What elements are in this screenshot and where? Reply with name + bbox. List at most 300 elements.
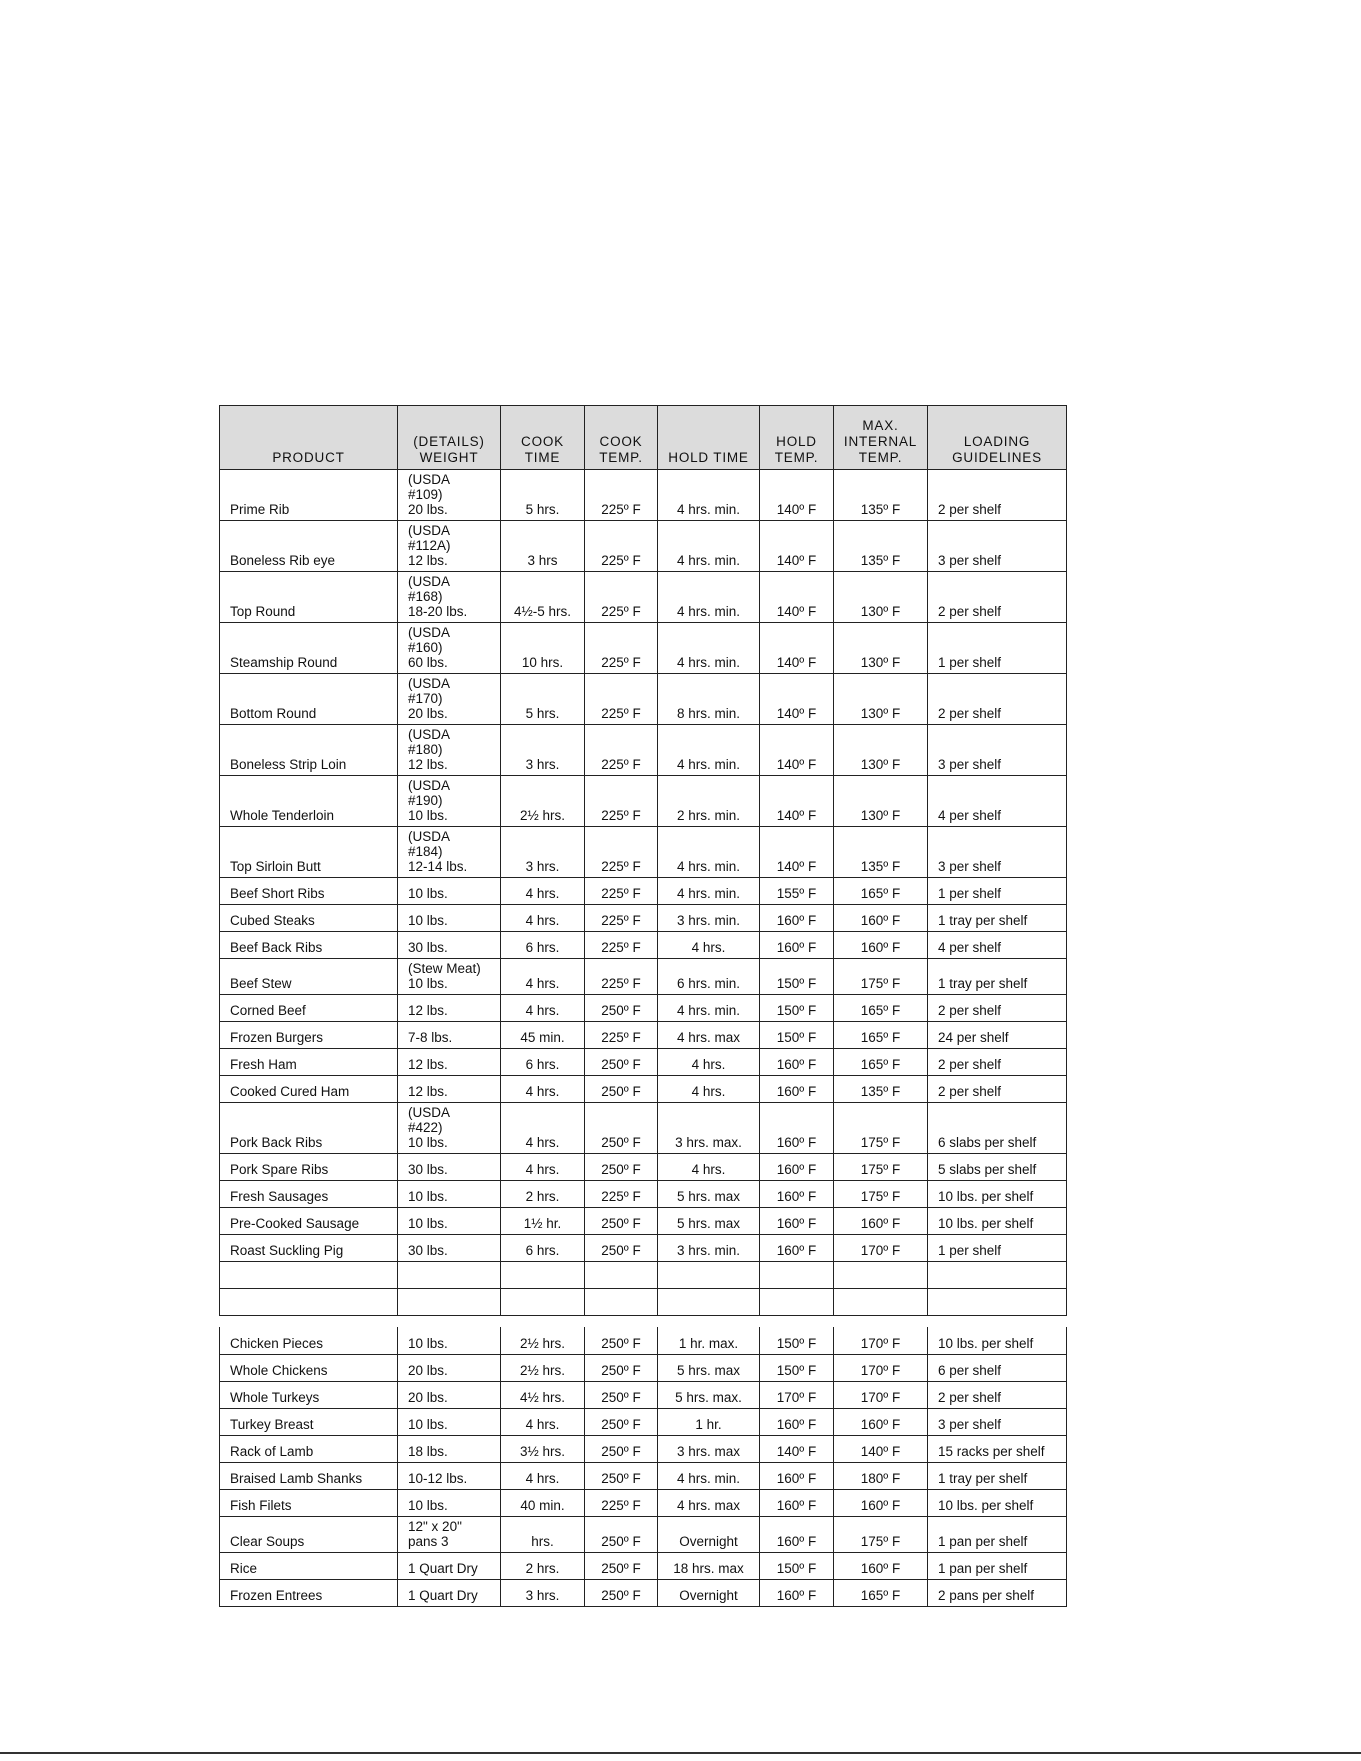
cell-weight: 10 lbs. <box>398 1181 501 1208</box>
cell-loading: 15 racks per shelf <box>928 1435 1067 1462</box>
table-row <box>220 470 1067 521</box>
table-row <box>220 1181 1067 1208</box>
cell-max-internal: 135º F <box>834 470 928 521</box>
cell-hold-temp: 140º F <box>760 521 834 572</box>
cell-weight: 10 lbs. <box>398 1327 501 1354</box>
cell-max-internal: 165º F <box>834 1022 928 1049</box>
cell-cook-temp: 250º F <box>585 1154 658 1181</box>
cell-cook-temp: 225º F <box>585 878 658 905</box>
cell-hold-temp: 160º F <box>760 1208 834 1235</box>
cell-max-internal: 160º F <box>834 1408 928 1435</box>
cell-hold-temp: 140º F <box>760 470 834 521</box>
cell-max-internal: 130º F <box>834 776 928 827</box>
cell-weight: (Stew Meat) 10 lbs. <box>398 959 501 995</box>
cell-product: Steamship Round <box>220 623 398 674</box>
cell-product: Fish Filets <box>220 1489 398 1516</box>
table-body-poultry-other <box>220 1327 1067 1606</box>
cell-product: Pork Spare Ribs <box>220 1154 398 1181</box>
cell-loading: 3 per shelf <box>928 521 1067 572</box>
cell-product: Beef Short Ribs <box>220 878 398 905</box>
cell-hold-time: 4 hrs. <box>658 1049 760 1076</box>
cell-loading: 1 tray per shelf <box>928 959 1067 995</box>
table-row <box>220 1049 1067 1076</box>
cell-product: Prime Rib <box>220 470 398 521</box>
cell-loading: 1 tray per shelf <box>928 905 1067 932</box>
table-row <box>220 1208 1067 1235</box>
cell-cook-temp: 225º F <box>585 572 658 623</box>
cell-loading: 1 tray per shelf <box>928 1462 1067 1489</box>
cell-loading <box>928 1262 1067 1289</box>
cell-weight: (USDA #184) 12-14 lbs. <box>398 827 501 878</box>
cell-loading: 6 slabs per shelf <box>928 1103 1067 1154</box>
table-row <box>220 1022 1067 1049</box>
cell-max-internal: 160º F <box>834 1489 928 1516</box>
cell-product: Chicken Pieces <box>220 1327 398 1354</box>
cell-hold-time: 4 hrs. min. <box>658 470 760 521</box>
table-row <box>220 932 1067 959</box>
cell-weight: 18 lbs. <box>398 1435 501 1462</box>
cell-hold-time: 5 hrs. max. <box>658 1381 760 1408</box>
cell-cook-time: 6 hrs. <box>501 1235 585 1262</box>
cell-cook-temp: 250º F <box>585 995 658 1022</box>
table-row <box>220 1579 1067 1606</box>
cell-hold-time: 6 hrs. min. <box>658 959 760 995</box>
cell-cook-time: 4 hrs. <box>501 1154 585 1181</box>
table-row <box>220 1076 1067 1103</box>
cell-loading: 3 per shelf <box>928 827 1067 878</box>
cell-hold-temp: 160º F <box>760 1076 834 1103</box>
cell-cook-temp <box>585 1262 658 1289</box>
cell-loading: 6 per shelf <box>928 1354 1067 1381</box>
table-body-meats <box>220 470 1067 1316</box>
cell-max-internal: 165º F <box>834 878 928 905</box>
cell-hold-time: 4 hrs. max <box>658 1489 760 1516</box>
cell-hold-time: 3 hrs. max. <box>658 1103 760 1154</box>
cell-cook-temp: 250º F <box>585 1327 658 1354</box>
cell-product: Whole Turkeys <box>220 1381 398 1408</box>
empty-table-row <box>220 1262 1067 1289</box>
cell-cook-time: 4½ hrs. <box>501 1381 585 1408</box>
cell-weight: 12 lbs. <box>398 1049 501 1076</box>
cell-cook-temp: 225º F <box>585 1022 658 1049</box>
cell-max-internal: 160º F <box>834 1208 928 1235</box>
cell-max-internal: 160º F <box>834 905 928 932</box>
table-row <box>220 1435 1067 1462</box>
cell-product: Braised Lamb Shanks <box>220 1462 398 1489</box>
cell-cook-temp: 250º F <box>585 1235 658 1262</box>
cell-cook-time: 2½ hrs. <box>501 1327 585 1354</box>
cell-weight: 12 lbs. <box>398 1076 501 1103</box>
cell-cook-temp: 250º F <box>585 1354 658 1381</box>
table-row <box>220 827 1067 878</box>
cell-product: Corned Beef <box>220 995 398 1022</box>
cell-hold-time: 4 hrs. min. <box>658 725 760 776</box>
table-row <box>220 674 1067 725</box>
cell-loading <box>928 1289 1067 1316</box>
cell-hold-time: 3 hrs. min. <box>658 1235 760 1262</box>
cell-hold-temp: 150º F <box>760 1552 834 1579</box>
cell-cook-temp: 225º F <box>585 905 658 932</box>
cell-hold-time: 4 hrs. min. <box>658 1462 760 1489</box>
cell-product: Rack of Lamb <box>220 1435 398 1462</box>
cell-cook-time: 6 hrs. <box>501 1049 585 1076</box>
cell-cook-time: 5 hrs. <box>501 470 585 521</box>
cell-product: Pork Back Ribs <box>220 1103 398 1154</box>
cell-cook-time: 4½-5 hrs. <box>501 572 585 623</box>
cell-weight: 30 lbs. <box>398 1235 501 1262</box>
cell-product: Bottom Round <box>220 674 398 725</box>
cell-cook-time: 4 hrs. <box>501 1408 585 1435</box>
cell-loading: 2 per shelf <box>928 572 1067 623</box>
cell-max-internal: 165º F <box>834 1049 928 1076</box>
table-row <box>220 1354 1067 1381</box>
table-row <box>220 995 1067 1022</box>
cell-loading: 3 per shelf <box>928 725 1067 776</box>
cell-max-internal: 175º F <box>834 1103 928 1154</box>
cell-cook-temp: 250º F <box>585 1579 658 1606</box>
cell-max-internal: 130º F <box>834 725 928 776</box>
cell-weight: 12 lbs. <box>398 995 501 1022</box>
cell-hold-time: 3 hrs. max <box>658 1435 760 1462</box>
cell-cook-time: hrs. <box>501 1516 585 1552</box>
cell-product: Beef Stew <box>220 959 398 995</box>
cell-loading: 1 pan per shelf <box>928 1516 1067 1552</box>
header-weight: (DETAILS) WEIGHT <box>398 406 501 470</box>
cell-product: Pre-Cooked Sausage <box>220 1208 398 1235</box>
cell-hold-temp: 140º F <box>760 623 834 674</box>
cell-product: Top Sirloin Butt <box>220 827 398 878</box>
cell-max-internal: 160º F <box>834 1552 928 1579</box>
cell-hold-time: 5 hrs. max <box>658 1354 760 1381</box>
cell-cook-time: 5 hrs. <box>501 674 585 725</box>
cell-cook-temp: 225º F <box>585 1181 658 1208</box>
cell-cook-temp: 250º F <box>585 1435 658 1462</box>
cell-hold-temp: 150º F <box>760 1354 834 1381</box>
cell-loading: 1 per shelf <box>928 878 1067 905</box>
cell-cook-time: 3 hrs. <box>501 725 585 776</box>
cell-cook-time <box>501 1262 585 1289</box>
cell-product: Cooked Cured Ham <box>220 1076 398 1103</box>
table-row <box>220 572 1067 623</box>
cell-hold-temp: 140º F <box>760 827 834 878</box>
cell-cook-time: 2 hrs. <box>501 1181 585 1208</box>
cell-loading: 10 lbs. per shelf <box>928 1327 1067 1354</box>
cell-product <box>220 1289 398 1316</box>
table-row <box>220 623 1067 674</box>
cell-cook-temp: 225º F <box>585 959 658 995</box>
cell-cook-temp: 250º F <box>585 1049 658 1076</box>
cell-product: Whole Tenderloin <box>220 776 398 827</box>
cell-loading: 5 slabs per shelf <box>928 1154 1067 1181</box>
cell-loading: 2 per shelf <box>928 674 1067 725</box>
cell-cook-temp: 250º F <box>585 1208 658 1235</box>
cell-loading: 10 lbs. per shelf <box>928 1208 1067 1235</box>
table-row <box>220 1235 1067 1262</box>
cell-hold-temp: 140º F <box>760 572 834 623</box>
cell-product: Rice <box>220 1552 398 1579</box>
cell-cook-time: 3 hrs <box>501 521 585 572</box>
cell-product: Top Round <box>220 572 398 623</box>
cell-cook-temp: 250º F <box>585 1462 658 1489</box>
cell-hold-temp: 160º F <box>760 932 834 959</box>
cell-max-internal: 160º F <box>834 932 928 959</box>
cell-loading: 10 lbs. per shelf <box>928 1489 1067 1516</box>
cell-cook-temp <box>585 1289 658 1316</box>
cell-loading: 2 per shelf <box>928 470 1067 521</box>
cell-cook-time: 4 hrs. <box>501 878 585 905</box>
header-row <box>220 406 1067 470</box>
table-row <box>220 1103 1067 1154</box>
cell-cook-time: 4 hrs. <box>501 959 585 995</box>
cell-max-internal: 140º F <box>834 1435 928 1462</box>
cell-cook-time: 2½ hrs. <box>501 1354 585 1381</box>
cell-weight: (USDA #112A) 12 lbs. <box>398 521 501 572</box>
cell-loading: 2 per shelf <box>928 1076 1067 1103</box>
header-loading-guidelines: LOADING GUIDELINES <box>928 406 1067 470</box>
cell-max-internal: 135º F <box>834 827 928 878</box>
cell-weight: (USDA #422) 10 lbs. <box>398 1103 501 1154</box>
cell-weight: 10 lbs. <box>398 1208 501 1235</box>
cell-hold-time: 4 hrs. <box>658 1076 760 1103</box>
cell-loading: 2 per shelf <box>928 1381 1067 1408</box>
cell-hold-temp: 160º F <box>760 1154 834 1181</box>
cell-hold-time: 5 hrs. max <box>658 1208 760 1235</box>
cell-hold-time: 8 hrs. min. <box>658 674 760 725</box>
empty-table-row <box>220 1289 1067 1316</box>
cell-loading: 10 lbs. per shelf <box>928 1181 1067 1208</box>
cell-weight: 10 lbs. <box>398 1489 501 1516</box>
page-bottom-rule <box>0 1752 1361 1754</box>
cell-weight: (USDA #160) 60 lbs. <box>398 623 501 674</box>
cell-cook-temp: 225º F <box>585 470 658 521</box>
cell-hold-temp: 160º F <box>760 1579 834 1606</box>
cell-weight: (USDA #170) 20 lbs. <box>398 674 501 725</box>
cell-hold-time: Overnight <box>658 1516 760 1552</box>
cell-product: Frozen Burgers <box>220 1022 398 1049</box>
cell-cook-time: 3½ hrs. <box>501 1435 585 1462</box>
cell-hold-temp: 160º F <box>760 1235 834 1262</box>
cell-hold-temp: 140º F <box>760 674 834 725</box>
cell-loading: 4 per shelf <box>928 776 1067 827</box>
cell-cook-time: 4 hrs. <box>501 1103 585 1154</box>
cell-hold-time: 4 hrs. <box>658 932 760 959</box>
table-row <box>220 905 1067 932</box>
cell-hold-time: 1 hr. max. <box>658 1327 760 1354</box>
cell-cook-temp: 250º F <box>585 1381 658 1408</box>
cell-loading: 24 per shelf <box>928 1022 1067 1049</box>
cell-hold-time: 4 hrs. min. <box>658 521 760 572</box>
cell-weight: 7-8 lbs. <box>398 1022 501 1049</box>
cell-cook-temp: 225º F <box>585 521 658 572</box>
cell-weight: 30 lbs. <box>398 932 501 959</box>
cell-cook-time: 4 hrs. <box>501 1462 585 1489</box>
cell-cook-time: 45 min. <box>501 1022 585 1049</box>
cell-cook-time: 10 hrs. <box>501 623 585 674</box>
cell-max-internal: 130º F <box>834 623 928 674</box>
cell-cook-time: 4 hrs. <box>501 905 585 932</box>
cell-hold-time: 2 hrs. min. <box>658 776 760 827</box>
cell-max-internal: 170º F <box>834 1235 928 1262</box>
header-hold-temp: HOLD TEMP. <box>760 406 834 470</box>
cell-product: Frozen Entrees <box>220 1579 398 1606</box>
cell-hold-temp: 160º F <box>760 1516 834 1552</box>
table-row <box>220 521 1067 572</box>
table-row <box>220 1154 1067 1181</box>
cell-product: Cubed Steaks <box>220 905 398 932</box>
cell-cook-time: 40 min. <box>501 1489 585 1516</box>
cell-loading: 1 per shelf <box>928 1235 1067 1262</box>
cell-hold-temp: 160º F <box>760 905 834 932</box>
cell-cook-temp: 225º F <box>585 623 658 674</box>
cell-cook-time <box>501 1289 585 1316</box>
cell-loading: 4 per shelf <box>928 932 1067 959</box>
header-product: PRODUCT <box>220 406 398 470</box>
cell-cook-temp: 225º F <box>585 776 658 827</box>
cell-hold-temp: 140º F <box>760 1435 834 1462</box>
cell-hold-time: 4 hrs. min. <box>658 995 760 1022</box>
cell-max-internal: 175º F <box>834 1181 928 1208</box>
cell-hold-temp: 160º F <box>760 1462 834 1489</box>
table-row <box>220 1552 1067 1579</box>
cell-max-internal <box>834 1289 928 1316</box>
table-row <box>220 1327 1067 1354</box>
cell-cook-temp: 250º F <box>585 1103 658 1154</box>
cell-cook-temp: 225º F <box>585 932 658 959</box>
header-max-internal-temp: MAX. INTERNAL TEMP. <box>834 406 928 470</box>
cell-weight: 30 lbs. <box>398 1154 501 1181</box>
cell-hold-temp: 155º F <box>760 878 834 905</box>
table-row <box>220 1516 1067 1552</box>
header-hold-time: HOLD TIME <box>658 406 760 470</box>
cell-hold-time: 18 hrs. max <box>658 1552 760 1579</box>
cell-cook-time: 2½ hrs. <box>501 776 585 827</box>
cell-cook-temp: 250º F <box>585 1408 658 1435</box>
cell-hold-time <box>658 1289 760 1316</box>
cell-weight <box>398 1262 501 1289</box>
cell-weight: 20 lbs. <box>398 1381 501 1408</box>
cell-hold-time: Overnight <box>658 1579 760 1606</box>
cell-product: Turkey Breast <box>220 1408 398 1435</box>
cell-max-internal: 170º F <box>834 1327 928 1354</box>
cell-cook-temp: 250º F <box>585 1516 658 1552</box>
cell-cook-temp: 225º F <box>585 827 658 878</box>
cell-hold-temp: 160º F <box>760 1408 834 1435</box>
table-row <box>220 959 1067 995</box>
cell-hold-temp: 150º F <box>760 1022 834 1049</box>
cell-hold-temp: 170º F <box>760 1381 834 1408</box>
cell-max-internal: 175º F <box>834 1516 928 1552</box>
cell-hold-temp: 140º F <box>760 725 834 776</box>
cell-product: Boneless Rib eye <box>220 521 398 572</box>
cell-max-internal: 165º F <box>834 1579 928 1606</box>
cell-hold-time: 4 hrs. <box>658 1154 760 1181</box>
cell-cook-time: 3 hrs. <box>501 827 585 878</box>
cell-cook-time: 4 hrs. <box>501 995 585 1022</box>
cell-weight: 10 lbs. <box>398 1408 501 1435</box>
cell-hold-temp: 160º F <box>760 1049 834 1076</box>
cell-weight: 1 Quart Dry <box>398 1552 501 1579</box>
cell-max-internal: 135º F <box>834 521 928 572</box>
cell-max-internal: 130º F <box>834 674 928 725</box>
header-cook-time: COOK TIME <box>501 406 585 470</box>
cell-hold-time: 4 hrs. min. <box>658 623 760 674</box>
cell-weight: (USDA #168) 18-20 lbs. <box>398 572 501 623</box>
cell-weight: 12" x 20" pans 3 <box>398 1516 501 1552</box>
header-cook-temp: COOK TEMP. <box>585 406 658 470</box>
table-row <box>220 1489 1067 1516</box>
cell-max-internal: 135º F <box>834 1076 928 1103</box>
table-row <box>220 878 1067 905</box>
cell-loading: 2 per shelf <box>928 1049 1067 1076</box>
cell-max-internal: 170º F <box>834 1381 928 1408</box>
cell-product: Roast Suckling Pig <box>220 1235 398 1262</box>
cell-weight: 10 lbs. <box>398 905 501 932</box>
cell-hold-time: 1 hr. <box>658 1408 760 1435</box>
cell-cook-temp: 225º F <box>585 725 658 776</box>
cell-hold-temp: 160º F <box>760 1489 834 1516</box>
cell-hold-time: 4 hrs. min. <box>658 827 760 878</box>
table-row <box>220 1462 1067 1489</box>
cell-cook-temp: 225º F <box>585 1489 658 1516</box>
cell-cook-time: 4 hrs. <box>501 1076 585 1103</box>
cell-weight: (USDA #109) 20 lbs. <box>398 470 501 521</box>
cell-weight: 10-12 lbs. <box>398 1462 501 1489</box>
cell-hold-time: 4 hrs. max <box>658 1022 760 1049</box>
table-row <box>220 725 1067 776</box>
cell-loading: 3 per shelf <box>928 1408 1067 1435</box>
cell-hold-temp: 150º F <box>760 995 834 1022</box>
cell-weight: 10 lbs. <box>398 878 501 905</box>
cell-hold-time: 4 hrs. min. <box>658 878 760 905</box>
cell-cook-time: 3 hrs. <box>501 1579 585 1606</box>
cell-hold-temp: 150º F <box>760 1327 834 1354</box>
cell-product: Beef Back Ribs <box>220 932 398 959</box>
cell-max-internal: 175º F <box>834 1154 928 1181</box>
cell-weight: 1 Quart Dry <box>398 1579 501 1606</box>
cell-hold-time: 3 hrs. min. <box>658 905 760 932</box>
cell-weight: 20 lbs. <box>398 1354 501 1381</box>
cell-loading: 2 per shelf <box>928 995 1067 1022</box>
cell-cook-time: 6 hrs. <box>501 932 585 959</box>
cooking-guidelines-table <box>219 405 1067 1316</box>
cell-max-internal: 170º F <box>834 1354 928 1381</box>
cell-weight <box>398 1289 501 1316</box>
cell-hold-temp: 160º F <box>760 1103 834 1154</box>
cell-hold-temp: 160º F <box>760 1181 834 1208</box>
cell-product: Fresh Sausages <box>220 1181 398 1208</box>
cell-product: Boneless Strip Loin <box>220 725 398 776</box>
cell-max-internal: 180º F <box>834 1462 928 1489</box>
cell-max-internal: 130º F <box>834 572 928 623</box>
cell-hold-temp <box>760 1262 834 1289</box>
cell-product: Whole Chickens <box>220 1354 398 1381</box>
cell-hold-temp: 150º F <box>760 959 834 995</box>
cell-loading: 2 pans per shelf <box>928 1579 1067 1606</box>
cell-loading: 1 pan per shelf <box>928 1552 1067 1579</box>
table-row <box>220 1381 1067 1408</box>
cell-cook-temp: 250º F <box>585 1552 658 1579</box>
cell-max-internal: 175º F <box>834 959 928 995</box>
cell-max-internal <box>834 1262 928 1289</box>
cell-loading: 1 per shelf <box>928 623 1067 674</box>
cell-cook-time: 1½ hr. <box>501 1208 585 1235</box>
cell-hold-temp <box>760 1289 834 1316</box>
cell-weight: (USDA #180) 12 lbs. <box>398 725 501 776</box>
cell-product: Clear Soups <box>220 1516 398 1552</box>
cooking-guidelines-table-continued <box>219 1327 1067 1607</box>
table-row <box>220 1408 1067 1435</box>
cell-product: Fresh Ham <box>220 1049 398 1076</box>
